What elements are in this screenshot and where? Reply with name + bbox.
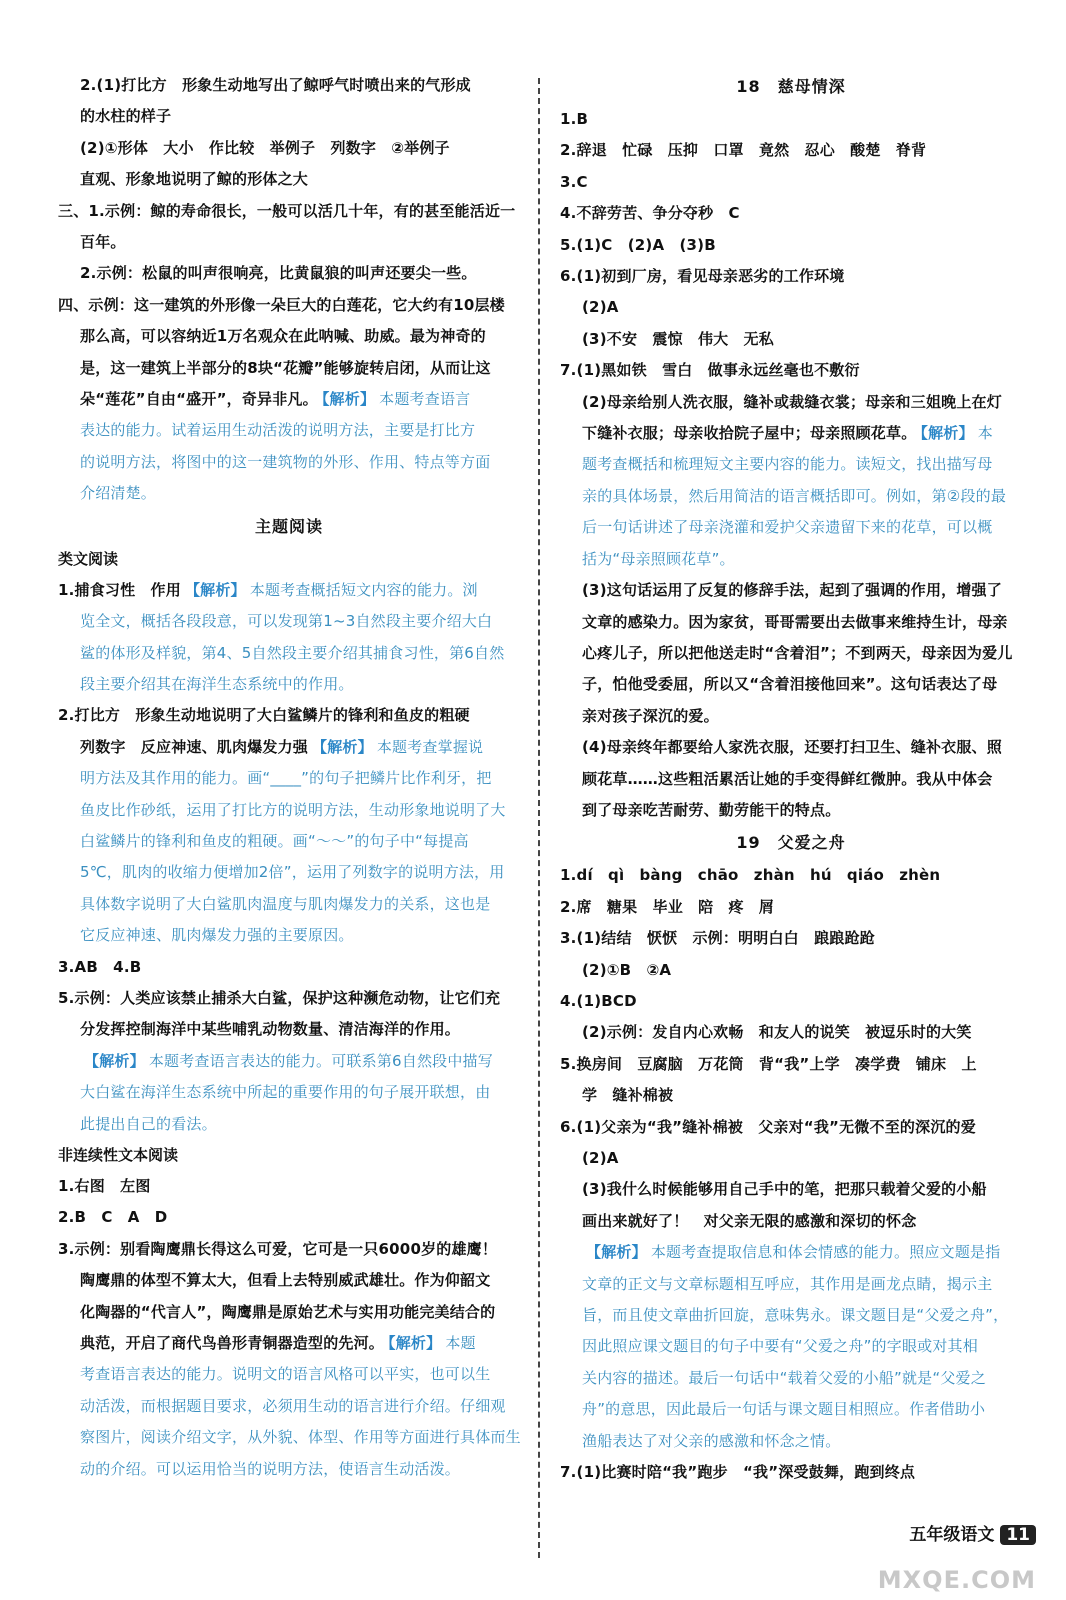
text-line <box>560 481 1022 512</box>
line-text: (2)A <box>582 298 619 317</box>
text-line <box>560 418 1022 449</box>
text-line <box>560 986 1022 1017</box>
line-text: (2)①形体 大小 作比较 举例子 列数字 ②举例子 <box>80 138 450 157</box>
line-text: (3)我什么时候能够用自己手中的笔，把那只载着父爱的小船 <box>582 1180 987 1199</box>
text-line <box>560 892 1022 923</box>
analysis-tag: 【解析】 <box>388 1334 442 1353</box>
line-text: 渔船表达了对父亲的感激和怀念之情。 <box>582 1431 841 1450</box>
text-line <box>58 1046 520 1077</box>
text-line <box>560 1112 1022 1143</box>
line-text: 直观、形象地说明了鲸的形体之大 <box>80 170 309 189</box>
line-text: 列数字 反应神速、肌肉爆发力强 <box>80 737 309 756</box>
line-text: 5.示例：人类应该禁止捕杀大白鲨，保护这种濒危动物，让它们充 <box>58 988 501 1007</box>
line-text: 3.C <box>560 172 588 191</box>
analysis-tag: 【解析】 <box>321 390 376 409</box>
line-text: 顾花草……这些粗活累活让她的手变得鲜红微肿。我从中体会 <box>582 769 993 788</box>
page-footer <box>909 1520 1036 1545</box>
line-text: 2.辞退 忙碌 压抑 口罩 竟然 忍心 酸楚 脊背 <box>560 141 927 160</box>
line-text: (3)不安 震惊 伟大 无私 <box>582 329 774 348</box>
text-line <box>58 575 520 606</box>
text-line <box>58 321 520 352</box>
text-line <box>58 478 520 509</box>
text-line <box>560 544 1022 575</box>
analysis-text: 本题考查提取信息和体会情感的能力。照应文题是指 <box>650 1243 1001 1262</box>
line-text: 百年。 <box>80 233 126 252</box>
line-text: 明方法及其作用的能力。画“____”的句子把鳞片比作利牙，把 <box>80 769 492 788</box>
text-line <box>58 447 520 478</box>
line-text: 文章的感染力。因为家贫，哥哥需要出去做事来维持生计，母亲 <box>582 612 1008 631</box>
text-line <box>560 1237 1022 1268</box>
analysis-text: 本题考查语言 <box>379 390 471 409</box>
text-line <box>58 700 520 731</box>
line-text: 7.(1)比赛时陪“我”跑步 “我”深受鼓舞，跑到终点 <box>560 1463 916 1482</box>
text-line <box>58 353 520 384</box>
line-text: 3.示例：别看陶鹰鼎长得这么可爱，它可是一只6000岁的雄鹰！ <box>58 1239 498 1258</box>
page-number: 11 <box>1000 1525 1036 1545</box>
text-line <box>58 1454 520 1485</box>
footer-label: 五年级语文 <box>909 1525 995 1545</box>
text-line <box>58 227 520 258</box>
line-text: 舟”的意思，因此最后一句话与课文题目相照应。作者借助小 <box>582 1400 986 1419</box>
text-line <box>560 575 1022 606</box>
analysis-tag: 【解析】 <box>312 737 373 756</box>
text-line <box>560 355 1022 386</box>
right-column <box>560 70 1022 1488</box>
line-text: 后一句话讲述了母亲浇灌和爱护父亲遗留下来的花草，可以概 <box>582 518 993 537</box>
text-line <box>560 607 1022 638</box>
line-text: 2.B C A D <box>58 1208 168 1227</box>
text-line <box>58 1265 520 1296</box>
line-text: 题考查概括和梳理短文主要内容的能力。读短文，找出描写母 <box>582 455 993 474</box>
line-text: 文章的正文与文章标题相互呼应，其作用是画龙点睛，揭示主 <box>582 1274 993 1293</box>
text-line <box>560 449 1022 480</box>
line-text: 因此照应课文题目的句子中要有“父爱之舟”的字眼或对其相 <box>582 1337 978 1356</box>
text-line <box>560 1017 1022 1048</box>
text-line <box>560 732 1022 763</box>
analysis-text: 本题考查概括短文内容的能力。浏 <box>249 580 478 599</box>
text-line <box>58 1359 520 1390</box>
text-line <box>560 955 1022 986</box>
text-line <box>58 795 520 826</box>
analysis-text: 本题 <box>445 1334 476 1353</box>
line-text: 5.(1)C (2)A (3)B <box>560 235 716 254</box>
text-line <box>560 292 1022 323</box>
text-line <box>560 261 1022 292</box>
line-text: 此提出自己的看法。 <box>80 1114 217 1133</box>
line-text: 的水柱的样子 <box>80 107 172 126</box>
text-line <box>560 1143 1022 1174</box>
line-text: 鱼皮比作砂纸，运用了打比方的说明方法，生动形象地说明了大 <box>80 800 506 819</box>
text-line <box>58 1234 520 1265</box>
analysis-tag: 【解析】 <box>586 1243 647 1262</box>
text-line <box>560 1206 1022 1237</box>
text-line <box>58 1077 520 1108</box>
text-line <box>560 1174 1022 1205</box>
line-text: 动的介绍。可以运用恰当的说明方法，使语言生动活泼。 <box>80 1459 461 1478</box>
text-line <box>58 1422 520 1453</box>
text-line <box>560 1363 1022 1394</box>
line-text: 三、1.示例：鲸的寿命很长，一般可以活几十年，有的甚至能活近一 <box>58 201 516 220</box>
text-line <box>58 763 520 794</box>
analysis-tag: 【解析】 <box>84 1051 145 1070</box>
text-line <box>58 857 520 888</box>
text-line <box>560 1394 1022 1425</box>
text-line <box>58 638 520 669</box>
text-line <box>58 258 520 289</box>
text-line <box>58 384 520 415</box>
text-line <box>560 860 1022 891</box>
line-text: 1.B <box>560 110 589 128</box>
text-line <box>560 1080 1022 1111</box>
analysis-tag: 【解析】 <box>920 424 974 443</box>
text-line <box>560 167 1022 198</box>
line-text: 那么高，可以容纳近1万名观众在此呐喊、助威。最为神奇的 <box>80 327 486 346</box>
text-line <box>560 1300 1022 1331</box>
line-text: 亲的具体场景，然后用简洁的语言概括即可。例如，第②段的最 <box>582 486 1007 505</box>
text-line <box>58 732 520 763</box>
line-text: 察图片，阅读介绍文字，从外貌、体型、作用等方面进行具体而生 <box>80 1428 521 1447</box>
line-text: (3)这句话运用了反复的修辞手法，起到了强调的作用，增强了 <box>582 581 1002 600</box>
analysis-text: 本题考查语言表达的能力。可联系第6自然段中描写 <box>148 1051 493 1070</box>
text-line <box>560 638 1022 669</box>
text-line <box>58 290 520 321</box>
line-text: 1.右图 左图 <box>58 1177 151 1195</box>
line-text: 段主要介绍其在海洋生态系统中的作用。 <box>80 674 354 693</box>
text-line <box>560 387 1022 418</box>
line-text: 5℃，肌肉的收缩力便增加2倍”，运用了列数字的说明方法，用 <box>80 863 505 882</box>
line-text: (2)①B ②A <box>582 960 672 979</box>
text-line <box>560 1331 1022 1362</box>
line-text: 分发挥控制海洋中某些哺乳动物数量、清洁海洋的作用。 <box>80 1020 461 1039</box>
text-line <box>560 764 1022 795</box>
subsection-title-similar-reading: 类文阅读 <box>58 549 119 568</box>
watermark: MXQE.COM <box>877 1566 1036 1594</box>
line-text: 画出来就好了！ 对父亲无限的感激和深切的怀念 <box>582 1211 917 1230</box>
analysis-text: 本题考查掌握说 <box>376 737 484 756</box>
text-line <box>560 795 1022 826</box>
text-line <box>560 104 1022 135</box>
line-text: 2.打比方 形象生动地说明了大白鲨鳞片的锋利和鱼皮的粗硬 <box>58 706 470 725</box>
line-text: 亲对孩子深沉的爱。 <box>582 706 719 725</box>
line-text: (2)示例：发自内心欢畅 和友人的说笑 被逗乐时的大笑 <box>582 1023 972 1042</box>
line-text: 到了母亲吃苦耐劳、勤劳能干的特点。 <box>582 800 841 819</box>
line-text: 的说明方法，将图中的这一建筑物的外形、作用、特点等方面 <box>80 452 491 471</box>
line-text: 7.(1)黑如铁 雪白 做事永远丝毫也不敷衍 <box>560 361 860 380</box>
line-text: 1.捕食习性 作用 <box>58 580 181 599</box>
line-text: 是，这一建筑上半部分的8块“花瓣”能够旋转启闭，从而让这 <box>80 358 491 377</box>
line-text: 大白鲨在海洋生态系统中所起的重要作用的句子展开联想，由 <box>80 1083 491 1102</box>
line-text: 3.(1)结结 恹恹 示例：明明白白 踉踉跄跄 <box>560 929 875 948</box>
line-text: 5.换房间 豆腐脑 万花筒 背“我”上学 凑学费 铺床 上 <box>560 1054 977 1073</box>
line-text: 心疼儿子，所以把他送走时“含着泪”；不到两天，母亲因为爱儿 <box>582 643 1013 662</box>
text-line <box>58 983 520 1014</box>
text-line <box>560 701 1022 732</box>
line-text: 6.(1)初到厂房，看见母亲恶劣的工作环境 <box>560 267 845 286</box>
text-line <box>560 135 1022 166</box>
text-line <box>58 826 520 857</box>
text-line <box>58 70 520 101</box>
text-line <box>560 1457 1022 1488</box>
text-line <box>58 669 520 700</box>
text-line <box>560 230 1022 261</box>
section-title: 主题阅读 <box>254 516 323 536</box>
text-line <box>560 1269 1022 1300</box>
analysis-tag: 【解析】 <box>184 580 246 599</box>
line-text: (2)A <box>582 1149 619 1167</box>
line-text: 6.(1)父亲为“我”缝补棉被 父亲对“我”无微不至的深沉的爱 <box>560 1117 976 1136</box>
text-line <box>58 606 520 637</box>
line-text: 陶鹰鼎的体型不算太大，但看上去特别威武雄壮。作为仰韶文 <box>80 1271 491 1290</box>
text-line <box>560 1426 1022 1457</box>
line-text: 鲨的体形及样貌，第4、5自然段主要介绍其捕食习性，第6自然 <box>80 643 505 662</box>
line-text: 白鲨鳞片的锋利和鱼皮的粗硬。画“～～”的句子中“每提高 <box>80 831 469 850</box>
line-text: (2)母亲给别人洗衣服，缝补或裁缝衣裳；母亲和三姐晚上在灯 <box>582 392 1002 411</box>
text-line <box>58 1328 520 1359</box>
left-column <box>58 70 520 1485</box>
line-text: 考查语言表达的能力。说明文的语言风格可以平实，也可以生 <box>80 1365 491 1384</box>
lesson-18-title: 18 慈母情深 <box>736 77 846 96</box>
line-text: 关内容的描述。最后一句话中“载着父爱的小船”就是“父爱之 <box>582 1368 986 1387</box>
text-line <box>58 196 520 227</box>
text-line <box>560 512 1022 543</box>
text-line <box>58 920 520 951</box>
line-text: 3.AB 4.B <box>58 957 142 976</box>
line-text: 2.(1)打比方 形象生动地写出了鲸呼气时喷出来的气形成 <box>80 76 471 94</box>
text-line <box>58 1202 520 1233</box>
text-line <box>58 952 520 983</box>
line-text: 览全文，概括各段段意，可以发现第1~3自然段主要介绍大白 <box>80 612 493 631</box>
line-text: 介绍清楚。 <box>80 484 157 503</box>
line-text: 四、示例：这一建筑的外形像一朵巨大的白莲花，它大约有10层楼 <box>58 295 505 314</box>
analysis-text: 本 <box>977 424 993 443</box>
text-line <box>58 101 520 132</box>
text-line <box>58 415 520 446</box>
line-text: 2.示例：松鼠的叫声很响亮，比黄鼠狼的叫声还要尖一些。 <box>80 264 477 283</box>
text-line <box>560 669 1022 700</box>
text-line <box>58 1171 520 1202</box>
text-line <box>560 923 1022 954</box>
text-line <box>58 133 520 164</box>
text-line <box>560 1049 1022 1080</box>
line-text: 具体数字说明了大白鲨肌肉温度与肌肉爆发力的关系，这也是 <box>80 894 491 913</box>
subsection-title-noncontinuous-reading: 非连续性文本阅读 <box>58 1146 179 1164</box>
text-line <box>560 324 1022 355</box>
text-line <box>58 164 520 195</box>
line-text: 4.不辞劳苦、争分夺秒 C <box>560 204 740 223</box>
text-line <box>58 1391 520 1422</box>
line-text: (4)母亲终年都要给人家洗衣服，还要打扫卫生、缝补衣服、照 <box>582 738 1002 757</box>
line-text: 4.(1)BCD <box>560 991 637 1010</box>
line-text: 朵“莲花”自由“盛开”，奇异非凡。 <box>80 390 318 409</box>
line-text: 典范，开启了商代鸟兽形青铜器造型的先河。 <box>80 1334 385 1353</box>
column-divider <box>538 78 540 1558</box>
line-text: 子，怕他受委屈，所以又“含着泪接他回来”。这句话表达了母 <box>582 675 998 694</box>
lesson-19-title: 19 父爱之舟 <box>736 833 846 853</box>
line-text: 表达的能力。试着运用生动活泼的说明方法，主要是打比方 <box>80 421 476 440</box>
text-line <box>58 1297 520 1328</box>
line-text: 2.席 糖果 毕业 陪 疼 屑 <box>560 897 775 916</box>
text-line <box>560 198 1022 229</box>
line-text: 1.dí qì bàng chāo zhàn hú qiáo zhèn <box>560 866 941 885</box>
line-text: 括为“母亲照顾花草”。 <box>582 549 735 568</box>
line-text: 化陶器的“代言人”，陶鹰鼎是原始艺术与实用功能完美结合的 <box>80 1302 496 1321</box>
text-line <box>58 1109 520 1140</box>
line-text: 旨，而且使文章曲折回旋，意味隽永。课文题目是“父爱之舟”， <box>582 1306 1009 1325</box>
line-text: 它反应神速、肌肉爆发力强的主要原因。 <box>80 926 354 945</box>
text-line <box>58 1014 520 1045</box>
line-text: 动活泼，而根据题目要求，必须用生动的语言进行介绍。仔细观 <box>80 1396 506 1415</box>
line-text: 学 缝补棉被 <box>582 1086 674 1105</box>
text-line <box>58 889 520 920</box>
line-text: 下缝补衣服；母亲收拾院子屋中；母亲照顾花草。 <box>582 424 917 443</box>
